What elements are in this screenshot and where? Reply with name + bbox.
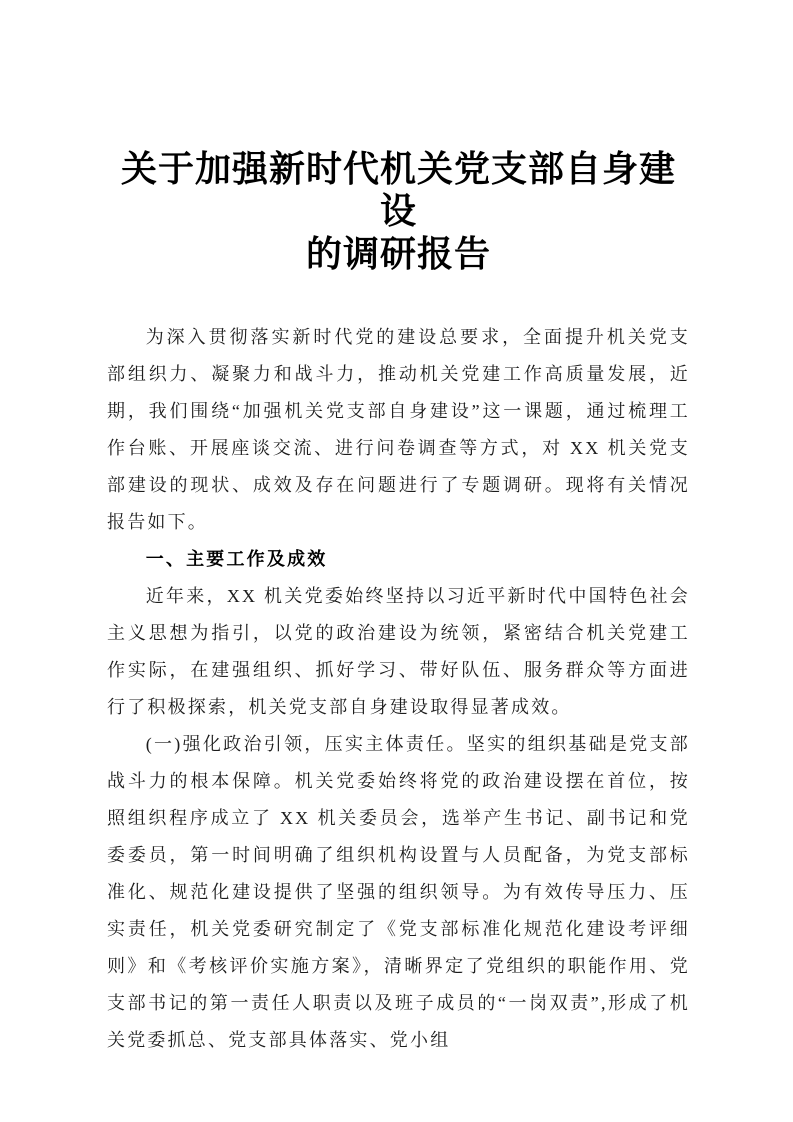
body-paragraph-overview: 近年来，XX 机关党委始终坚持以习近平新时代中国特色社会主义思想为指引，以党的政治建设为统领，紧密结合机关党建工作实际，在建强组织、抓好学习、带好队伍、服务群众等方面进行了积极探索，机关党支部自身建设取得显著成效。 bbox=[107, 586, 690, 718]
body-paragraph-item-1: (一)强化政治引领，压实主体责任。坚实的组织基础是党支部战斗力的根本保障。机关党委始终将党的政治建设摆在首位，按照组织程序成立了 XX 机关委员会，选举产生书记、副书记和党委委员，第一时间明确了组织机构设置与人员配备，为党支部标准化、规范化建设提供了坚强的组织领导。为有效传导压力、压实责任，机关党委研究制定了《党支部标准化规范化建设考评细则》和《考核评价实施方案》，清晰界定了党组织的职能作用、党支部书记的第一责任人职责以及班子成员的“一岗双责”,形成了机关党委抓总、党支部具体落实、党小组 bbox=[107, 734, 690, 1051]
document-title bbox=[107, 148, 690, 275]
section-heading: 一、主要工作及成效 bbox=[145, 549, 328, 570]
intro-paragraph: 为深入贯彻落实新时代党的建设总要求，全面提升机关党支部组织力、凝聚力和战斗力，推动机关党建工作高质量发展，近期，我们围绕“加强机关党支部自身建设”这一课题，通过梳理工作台账、开展座谈交流、进行问卷调查等方式，对 XX 机关党支部建设的现状、成效及存在问题进行了专题调研。现将有关情况报告如下。 bbox=[107, 327, 690, 533]
document-title-line-1: 关于加强新时代机关党支部自身建设 bbox=[120, 149, 676, 232]
document-title-line-2: 的调研报告 bbox=[305, 233, 491, 274]
